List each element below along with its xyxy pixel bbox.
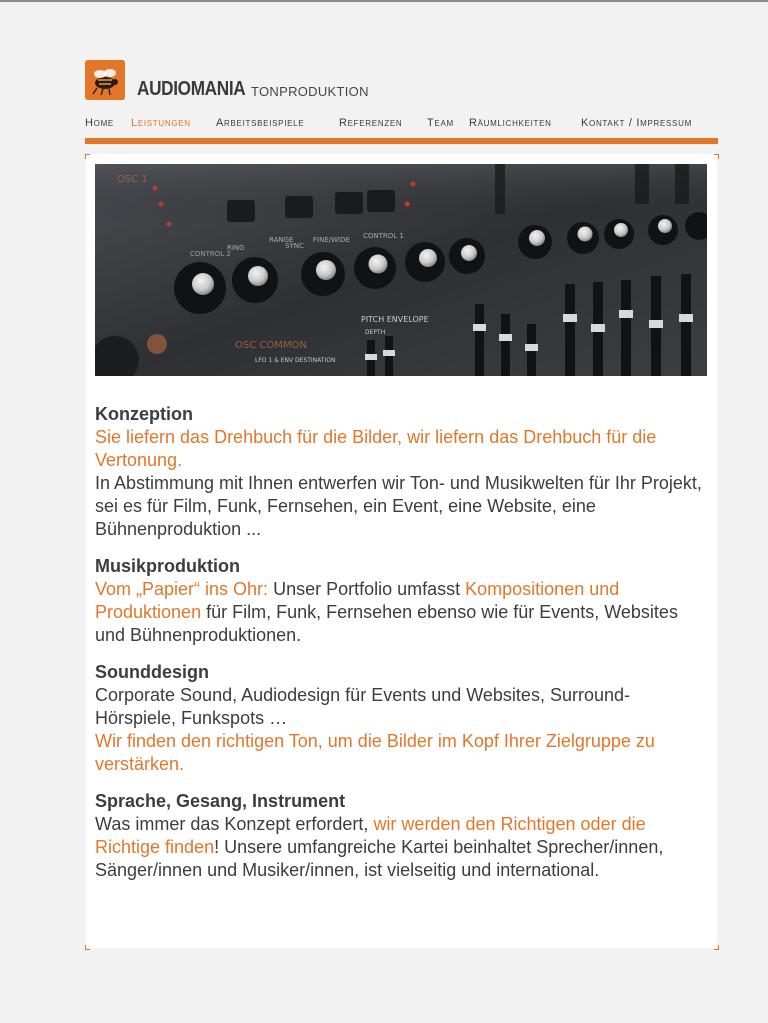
section-sounddesign bbox=[95, 661, 705, 776]
panel-label: RING bbox=[227, 244, 245, 252]
panel-label: RANGE bbox=[269, 236, 294, 244]
panel-label: CONTROL 1 bbox=[363, 232, 404, 240]
section-highlight: Sie liefern das Drehbuch für die Bilder, wir liefern das Drehbuch für die Vertonung. bbox=[95, 427, 657, 470]
corner-mark bbox=[714, 154, 719, 159]
panel-label: PITCH ENVELOPE bbox=[361, 315, 429, 324]
corner-mark bbox=[714, 945, 719, 950]
nav-item-raeumlichkeiten[interactable]: Räumlichkeiten bbox=[469, 117, 552, 129]
services-text bbox=[95, 403, 705, 896]
brand[interactable] bbox=[137, 78, 369, 104]
panel-label: FINE/WIDE bbox=[313, 236, 350, 244]
hero-image bbox=[95, 164, 707, 376]
nav-item-leistungen[interactable]: Leistungen bbox=[131, 117, 191, 129]
body-text: ! Unsere umfangreiche Kartei beinhaltet Sprecher/innen, Sänger/innen und Musiker/innen, ist vielseitig und international. bbox=[95, 837, 664, 880]
section-title: Musikproduktion bbox=[95, 556, 240, 576]
panel-label: CONTROL 2 bbox=[190, 250, 231, 258]
top-border bbox=[0, 0, 768, 2]
nav-item-referenzen[interactable]: Referenzen bbox=[339, 117, 403, 129]
section-body: In Abstimmung mit Ihnen entwerfen wir Ton- und Musikwelten für Ihr Projekt, sei es für Film, Funk, Fernsehen, ein Event, eine Website, eine Bühnenproduktion ... bbox=[95, 473, 702, 539]
section-title: Sprache, Gesang, Instrument bbox=[95, 791, 346, 811]
panel-label: SYNC bbox=[285, 242, 304, 250]
corner-mark bbox=[85, 945, 90, 950]
section-musikproduktion bbox=[95, 555, 705, 647]
main-nav bbox=[85, 117, 718, 133]
body-text: Unser Portfolio umfasst bbox=[268, 579, 466, 599]
highlight-text: Kompositionen und Produktionen bbox=[95, 579, 620, 622]
nav-item-kontakt-impressum[interactable]: Kontakt / Impressum bbox=[581, 117, 692, 129]
section-title: Sounddesign bbox=[95, 662, 209, 682]
section-highlight: Wir finden den richtigen Ton, um die Bilder im Kopf Ihrer Zielgruppe zu verstärken. bbox=[95, 731, 655, 774]
panel-label: DEPTH bbox=[365, 329, 386, 336]
panel-label: LFO 1 & ENV DESTINATION bbox=[255, 357, 336, 364]
section-body bbox=[95, 813, 705, 882]
section-body: Corporate Sound, Audiodesign für Events und Websites, Surround-Hörspiele, Funkspots … bbox=[95, 685, 630, 728]
section-title: Konzeption bbox=[95, 404, 193, 424]
brand-subtitle: TONPRODUKTION bbox=[251, 84, 369, 99]
section-sprache bbox=[95, 790, 705, 882]
corner-mark bbox=[85, 154, 90, 159]
nav-item-home[interactable]: Home bbox=[85, 117, 114, 129]
panel-label: OSC COMMON bbox=[235, 340, 307, 351]
bee-logo-icon[interactable] bbox=[85, 60, 125, 100]
nav-item-arbeitsbeispiele[interactable]: Arbeitsbeispiele bbox=[216, 117, 305, 129]
body-text: für Film, Funk, Fernsehen ebenso wie für Events, Websites und Bühnenproduktionen. bbox=[95, 602, 678, 645]
panel-label: OSC 1 bbox=[117, 174, 148, 185]
nav-accent-bar bbox=[85, 138, 718, 144]
section-konzeption bbox=[95, 403, 705, 541]
highlight-text: wir werden den Richtigen oder die Richtige finden bbox=[95, 814, 646, 857]
brand-name: AUDIOMANIA bbox=[137, 78, 246, 100]
nav-item-team[interactable]: Team bbox=[427, 117, 454, 129]
body-text: Was immer das Konzept erfordert, bbox=[95, 814, 374, 834]
section-body bbox=[95, 578, 705, 647]
highlight-text: Vom „Papier“ ins Ohr: bbox=[95, 579, 269, 599]
